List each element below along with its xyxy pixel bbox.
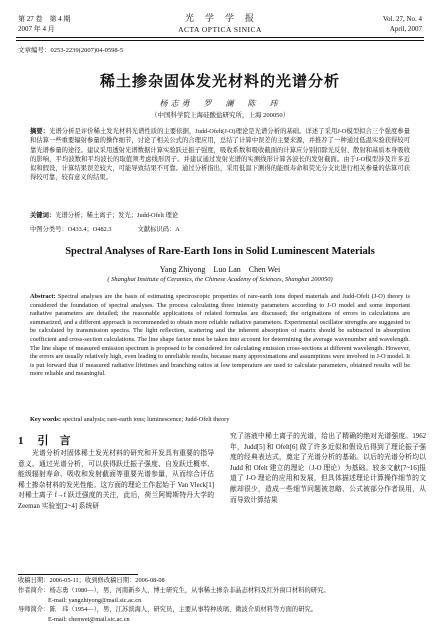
footnote-rule <box>18 574 138 575</box>
header-rule-thin <box>16 40 424 41</box>
volume-cn: 第 27 卷 第 4 期 <box>18 15 71 23</box>
keywords-label-en: Key words: <box>30 416 61 423</box>
keywords-cn <box>30 211 410 220</box>
title-en: Spectral Analyses of Rare-Earth Ions in Solid Luminescent Materials <box>65 246 375 257</box>
advisor-email: E-mail: chenwei@mail.sic.ac.cn <box>48 616 130 624</box>
header-left <box>18 14 71 34</box>
journal-name-cn: 光 学 学 报 <box>184 13 255 23</box>
header-rule-thick <box>16 37 424 38</box>
article-id: 文章编号：0253-2239(2007)04-0598-5 <box>18 47 124 54</box>
footnotes <box>18 576 426 625</box>
author-bio: 作者简介：杨志勇（1980—），男，河南新乡人，博士研究生，从事稀土掺杂非晶态材料及红外窗口材料的研究。 <box>18 586 330 594</box>
section-number: 1 <box>18 435 24 447</box>
class-number: 中图分类号：O433.4；O482.3 <box>30 226 112 233</box>
volume-en: Vol. 27, No. 4 <box>382 15 422 23</box>
header-center <box>140 13 300 35</box>
classification-cn <box>30 224 410 233</box>
abstract-cn <box>30 127 410 183</box>
date-cn: 2007 年 4 月 <box>18 25 55 33</box>
advisor-bio: 导师简介：陈 玮（1954—），男，江苏滨海人，研究员，主要从事特种玻璃、微波介质材料等方面的研究。 <box>18 606 318 614</box>
section-title: 引 言 <box>37 435 71 447</box>
body-column-right: 究了溶液中稀土离子的光谱，给出了精确的绝对光谱强度。1962 年，Judd[5] 和 Ofelt[6] 做了许多近似和假设后得到了理论振子强度的经典表达式，奠定了光谱分析的基础。以后的光谱分析均以 Judd 和 Ofelt 建立的理论（J-O 理论）为基础。较多文献[7~16]报道了 J-O 理论的应用和发展，但具体描述理论计算操作细节的文献却很少，造成一些细节问题被忽略、公式被部分作者误用，从而导致计算结果 <box>230 433 426 504</box>
authors-en: Yang Zhiyong Luo Lan Chen Wei <box>159 265 281 274</box>
received-date: 收稿日期：2006-05-11；收到修改稿日期：2006-08-08 <box>18 577 165 584</box>
authors-cn: 杨志勇 罗 澜 陈 玮 <box>159 99 281 108</box>
keywords-label-cn: 关键词： <box>30 212 56 219</box>
keywords-text-cn: 光谱分析；稀土离子；发光；Judd-Ofelt 理论 <box>55 212 179 219</box>
keywords-en <box>30 416 410 423</box>
body-column-left: 光谱分析对固体稀土发光材料的研究和开发具有重要的指导意义。通过光谱分析，可以获得跃迁振子强度、自发跃迁概率、能级辐射寿命、吸收和发射截面等重要光谱参量，从而综合评估稀土掺杂材料的发光性能。这方面的理论工作起始于 Van Vleck[1] 对稀土离子 f→f 跃迁强度的关注，此后，荷兰阿姆斯特丹大学的 Zeeman 实验室[2~4] 系统研 <box>18 450 214 510</box>
author-email: E-mail: yangzhiyong@mail.sic.ac.cn <box>48 596 142 604</box>
header-right <box>383 14 422 34</box>
journal-name-en: ACTA OPTICA SINICA <box>178 25 262 34</box>
abstract-text-cn: 光谱分析是评价稀土发光材料光谱性质的主要依据，Judd-Ofelt(J-O)理论是光谱分析的基础。详述了采用J-O模型拟合三个强度参量和估算一些重要辐射参量的操作细节，讨论了相关公式的合理应用，总结了计算中误差的主要来源，并推荐了一种通过低温实验获得较可靠光谱参量的途径。建议采用透射光谱数据计算实验跃迁振子强度，吸收系数和吸收截面的计算应分别扣除光反射、散射和基质本身吸收的影响，平均波数和平均波长的取值须考虑线形因子。并建议通过发射光谱的实测线形计算各波长的发射截面。由于J-O模型涉及许多近似和假设，计算结果误差较大，可能导致结果不可靠。通过分析指出，采用低温下测得的能级寿命和荧光分支比进行相关参量的估算可获得较可靠，较有意义的结果。 <box>30 128 410 182</box>
abstract-text-en: Spectral analyses are the basis of estimating spectroscopic properties of rare-earth ions doped materials and Judd-Ofelt (J-O) theory is considered the foundation of spectral analyses. The process calculating three intensity parameters according to J-O model and some important radiative parameters are detailed; the reasonable applications of related formulas are discussed; the originations of errors in calculations are summarized, and a different approach is recommended to obtain more reliable radiative parameters. Experimental oscillator strengths are suggested to be calculated by transmission spectra. The light reflection, scattering and the inherent absorption of matrix should be subtracted in absorption coefficient and cross-section calculations. The line shape factor must be taken into account for determining the average wavenumber and wavelength. The line shape of measured emission spectrum is proposed to be considered for calculating emission cross-sections at different wavelength. However, the errors are usually relatively high, even leading to unreliable results, because many approximations and assumptions were involved in J-O model. It is put forward that if measured radiative lifetimes and branching ratios at low temperature are used to calculate parameters, obtained results will be more reliable and meaningful. <box>30 293 410 378</box>
abstract-label-cn: 摘要： <box>30 128 50 135</box>
title-cn: 稀土掺杂固体发光材料的光谱分析 <box>99 74 340 90</box>
abstract-label-en: Abstract: <box>30 293 56 300</box>
keywords-text-en: spectral analysis; rare-earth ions; luminescence; Judd-Ofelt theory <box>62 416 230 423</box>
affiliation-cn: （中国科学院上海硅酸盐研究所，上海 200050） <box>150 112 290 119</box>
section-heading <box>18 432 71 448</box>
document-code: 文献标识码：A <box>137 226 180 233</box>
abstract-en <box>30 293 410 379</box>
affiliation-en: ( Shanghai Institute of Ceramics, the Chinese Academy of Sciences, Shanghai 200050) <box>107 276 333 283</box>
date-en: April, 2007 <box>389 25 422 33</box>
